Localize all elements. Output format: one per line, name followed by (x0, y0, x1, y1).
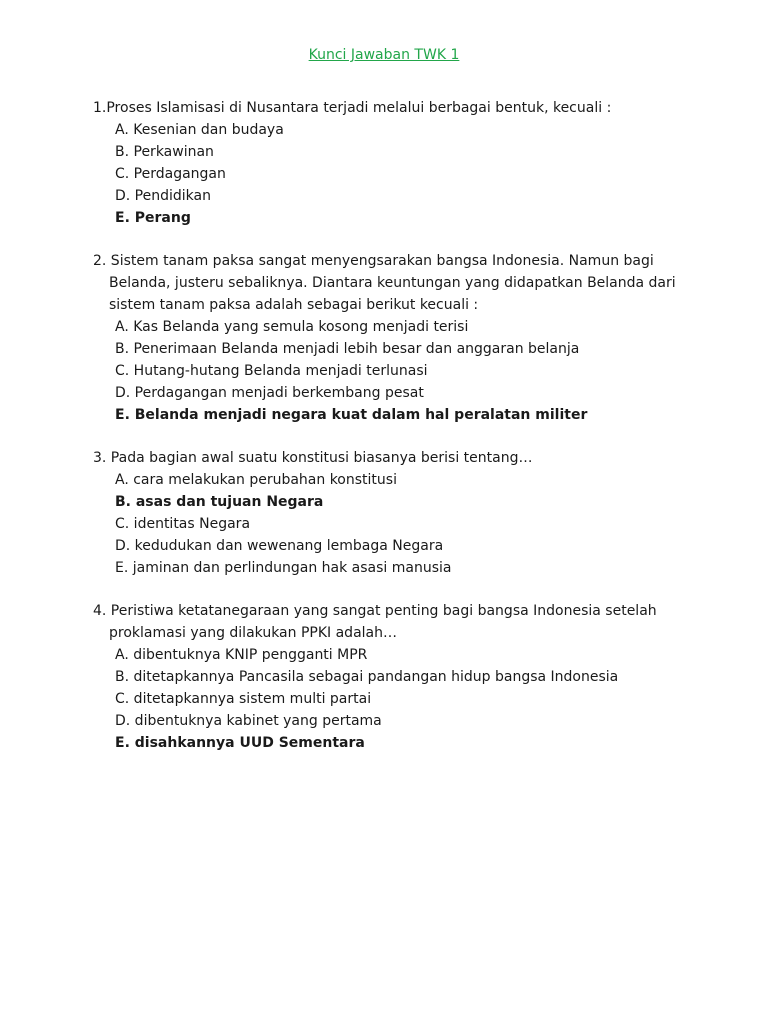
option-d: D. Pendidikan (115, 188, 211, 204)
option-b: B. Perkawinan (115, 144, 214, 160)
question-line: 2. Sistem tanam paksa sangat menyengsarakan bangsa Indonesia. Namun bagi (93, 253, 654, 269)
question-line: sistem tanam paksa adalah sebagai berikut kecuali : (109, 297, 479, 313)
option-c: C. Hutang-hutang Belanda menjadi terlunasi (115, 363, 428, 379)
question-3 (93, 447, 713, 579)
option-d: D. dibentuknya kabinet yang pertama (115, 713, 382, 729)
question-2 (93, 250, 713, 426)
option-c: C. Perdagangan (115, 166, 226, 182)
answer-options (93, 644, 713, 754)
option-b-correct: B. asas dan tujuan Negara (115, 494, 324, 510)
question-line: 1.Proses Islamisasi di Nusantara terjadi melalui berbagai bentuk, kecuali : (93, 100, 612, 116)
option-e-correct: E. Belanda menjadi negara kuat dalam hal peralatan militer (115, 407, 588, 423)
question-1 (93, 97, 713, 229)
question-line: Belanda, justeru sebaliknya. Diantara keuntungan yang didapatkan Belanda dari (109, 275, 676, 291)
question-text (93, 97, 713, 119)
option-b: B. ditetapkannya Pancasila sebagai pandangan hidup bangsa Indonesia (115, 669, 619, 685)
question-line: proklamasi yang dilakukan PPKI adalah… (109, 625, 397, 641)
document-title: Kunci Jawaban TWK 1 (308, 47, 460, 63)
option-c: C. ditetapkannya sistem multi partai (115, 691, 372, 707)
option-a: A. dibentuknya KNIP pengganti MPR (115, 647, 368, 663)
question-line: 4. Peristiwa ketatanegaraan yang sangat penting bagi bangsa Indonesia setelah (93, 603, 657, 619)
option-e-correct: E. disahkannya UUD Sementara (115, 735, 365, 751)
answer-options (93, 469, 713, 579)
question-line: 3. Pada bagian awal suatu konstitusi biasanya berisi tentang… (93, 450, 533, 466)
question-text (93, 600, 713, 644)
option-e: E. jaminan dan perlindungan hak asasi manusia (115, 560, 452, 576)
answer-options (93, 316, 713, 426)
question-text (93, 250, 713, 316)
option-c: C. identitas Negara (115, 516, 251, 532)
option-a: A. Kas Belanda yang semula kosong menjadi terisi (115, 319, 469, 335)
option-a: A. cara melakukan perubahan konstitusi (115, 472, 397, 488)
answer-options (93, 119, 713, 229)
option-d: D. kedudukan dan wewenang lembaga Negara (115, 538, 444, 554)
question-text (93, 447, 713, 469)
option-e-correct: E. Perang (115, 210, 191, 226)
option-a: A. Kesenian dan budaya (115, 122, 284, 138)
option-d: D. Perdagangan menjadi berkembang pesat (115, 385, 424, 401)
option-b: B. Penerimaan Belanda menjadi lebih besar dan anggaran belanja (115, 341, 580, 357)
question-4 (93, 600, 713, 754)
